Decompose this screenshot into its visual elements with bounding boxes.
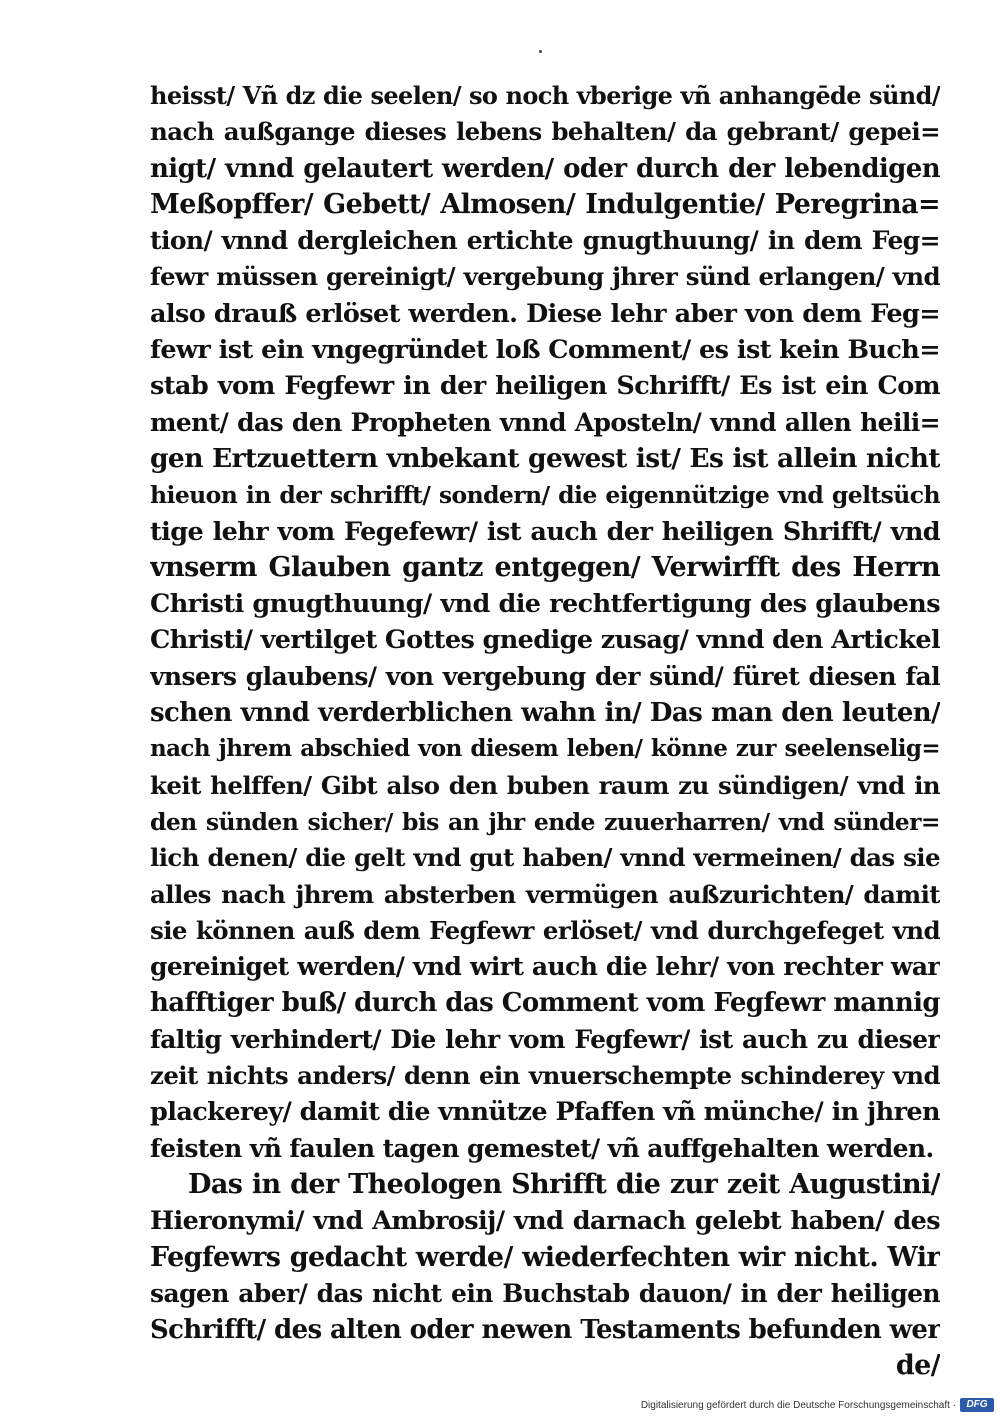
text-line: Fegfewrs gedacht werde/ wiederfechten wir nicht. Wir — [150, 1241, 940, 1273]
text-line: faltig verhindert/ Die lehr vom Fegfewr/ ist auch zu dieser — [150, 1024, 940, 1054]
text-line: hieuon in der schrifft/ sondern/ die eigennützige vnd geltsüch — [150, 481, 940, 510]
text-line: plackerey/ damit die vnnütze Pfaffen vñ münche/ in jhren — [150, 1097, 940, 1128]
dfg-logo: DFG — [960, 1398, 994, 1412]
footer-bar — [0, 1396, 1000, 1416]
paragraph-start-line: Das in der Theologen Shrifft die zur zeit Augustini/ — [188, 1168, 940, 1200]
text-line: sagen aber/ das nicht ein Buchstab dauon/ in der heiligen — [150, 1278, 940, 1308]
text-line: Hieronymi/ vnd Ambrosij/ vnd darnach gelebt haben/ des — [150, 1206, 940, 1237]
text-line: feisten vñ faulen tagen gemestet/ vñ auffgehalten werden. — [150, 1133, 934, 1163]
text-line: nach außgange dieses lebens behalten/ da gebrant/ gepei= — [150, 117, 940, 147]
text-line: fewr müssen gereinigt/ vergebung jhrer sünd erlangen/ vnd — [150, 262, 940, 292]
text-line: keit helffen/ Gibt also den buben raum zu sündigen/ vnd in — [150, 770, 940, 800]
text-line: vnserm Glauben gantz entgegen/ Verwirfft des Herrn — [150, 551, 940, 583]
catchword: de/ — [895, 1350, 940, 1382]
text-line: gen Ertzuettern vnbekant gewest ist/ Es ist allein nicht — [150, 442, 940, 474]
text-line: Christi/ vertilget Gottes gnedige zusag/ vnnd den Artickel — [150, 625, 940, 656]
text-line: fewr ist ein vngegründet loß Comment/ es ist kein Buch= — [150, 335, 940, 366]
text-line: stab vom Fegfewr in der heiligen Schrifft/ Es ist ein Com — [150, 371, 940, 402]
text-line: lich denen/ die gelt vnd gut haben/ vnnd vermeinen/ das sie — [150, 843, 940, 873]
text-line: tion/ vnnd dergleichen ertichte gnugthuung/ in dem Feg= — [150, 226, 940, 256]
text-line: Meßopffer/ Gebett/ Almosen/ Indulgentie/ Peregrina= — [150, 188, 940, 220]
text-line: den sünden sicher/ bis an jhr ende zuuerharren/ vnd sünder= — [150, 807, 940, 836]
funding-notice: Digitalisierung gefördert durch die Deutsche Forschungsgemeinschaft · — [640, 1400, 956, 1411]
text-line: zeit nichts anders/ denn ein vnuerschempte schinderey vnd — [150, 1061, 940, 1091]
text-line: gereiniget werden/ vnd wirt auch die lehr/ von rechter war — [150, 952, 940, 982]
text-line: schen vnnd verderblichen wahn in/ Das man den leuten/ — [150, 698, 940, 729]
text-line: tige lehr vom Fegefewr/ ist auch der heiligen Shrifft/ vnd — [150, 516, 940, 547]
text-line: heisst/ Vñ dz die seelen/ so noch vberige vñ anhangēde sünd/ — [150, 81, 940, 110]
text-line: also drauß erlöset werden. Diese lehr aber von dem Feg= — [150, 298, 940, 329]
text-line: Christi gnugthuung/ vnd die rechtfertigung des glaubens — [150, 589, 940, 620]
text-line: sie können auß dem Fegfewr erlöset/ vnd durchgefeget vnd — [150, 915, 940, 945]
ink-speck — [539, 50, 542, 53]
text-line: ment/ das den Propheten vnnd Aposteln/ vnnd allen heili= — [150, 407, 940, 437]
text-line: hafftiger buß/ durch das Comment vom Fegfewr mannig — [150, 988, 940, 1019]
text-line: nigt/ vnnd gelautert werden/ oder durch der lebendigen — [150, 153, 940, 184]
body-text — [150, 78, 940, 1385]
text-line: vnsers glaubens/ von vergebung der sünd/ füret diesen fal — [150, 661, 940, 691]
text-line: Schrifft/ des alten oder newen Testaments befunden wer — [150, 1315, 940, 1346]
text-line: alles nach jhrem absterben vermügen außzurichten/ damit — [150, 879, 940, 909]
text-line: nach jhrem abschied von diesem leben/ könne zur seelenselig= — [150, 735, 940, 763]
